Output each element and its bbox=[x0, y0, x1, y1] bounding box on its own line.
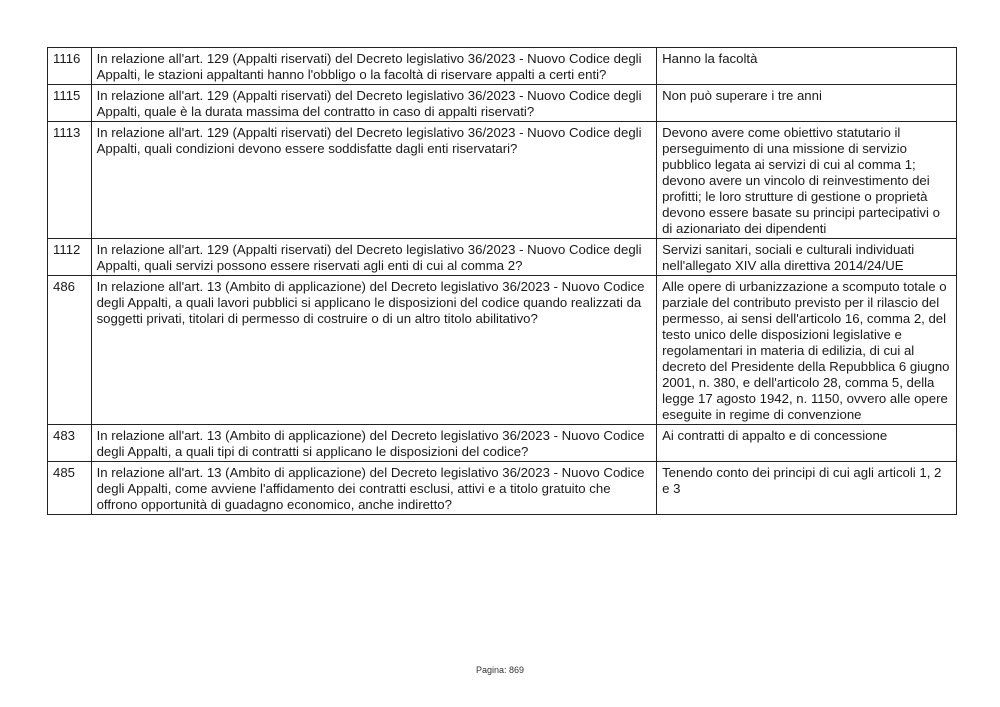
row-question: In relazione all'art. 129 (Appalti riservati) del Decreto legislativo 36/2023 - Nuovo Codice degli Appalti, quale è la durata massima del contratto in caso di appalti riservati? bbox=[91, 85, 657, 122]
row-answer: Hanno la facoltà bbox=[657, 48, 957, 85]
row-answer: Non può superare i tre anni bbox=[657, 85, 957, 122]
row-answer: Tenendo conto dei principi di cui agli articoli 1, 2 e 3 bbox=[657, 462, 957, 515]
row-question: In relazione all'art. 129 (Appalti riservati) del Decreto legislativo 36/2023 - Nuovo Codice degli Appalti, quali condizioni devono essere soddisfatte dagli enti riservatari? bbox=[91, 122, 657, 239]
table-row bbox=[48, 425, 957, 462]
table-row bbox=[48, 462, 957, 515]
row-id: 1115 bbox=[48, 85, 92, 122]
table-row bbox=[48, 239, 957, 276]
table-row bbox=[48, 48, 957, 85]
row-question: In relazione all'art. 13 (Ambito di applicazione) del Decreto legislativo 36/2023 - Nuovo Codice degli Appalti, a quali lavori pubblici si applicano le disposizioni del codice quando realizzati da soggetti privati, titolari di permesso di costruire o di un altro titolo abilitativo? bbox=[91, 276, 657, 425]
row-answer: Devono avere come obiettivo statutario il perseguimento di una missione di servizio pubblico legata ai servizi di cui al comma 1; devono avere un vincolo di reinvestimento dei profitti; le loro strutture di gestione o proprietà devono essere basate su principi partecipativi o di azionariato dei dipendenti bbox=[657, 122, 957, 239]
row-question: In relazione all'art. 13 (Ambito di applicazione) del Decreto legislativo 36/2023 - Nuovo Codice degli Appalti, a quali tipi di contratti si applicano le disposizioni del codice? bbox=[91, 425, 657, 462]
page-number: Pagina: 869 bbox=[475, 665, 525, 675]
row-question: In relazione all'art. 13 (Ambito di applicazione) del Decreto legislativo 36/2023 - Nuovo Codice degli Appalti, come avviene l'affidamento dei contratti esclusi, attivi e a titolo gratuito che offrono opportunità di guadagno economico, anche indiretto? bbox=[91, 462, 657, 515]
table-row bbox=[48, 122, 957, 239]
row-id: 1116 bbox=[48, 48, 92, 85]
table-row bbox=[48, 85, 957, 122]
row-id: 483 bbox=[48, 425, 92, 462]
row-answer: Ai contratti di appalto e di concessione bbox=[657, 425, 957, 462]
row-id: 486 bbox=[48, 276, 92, 425]
table-row bbox=[48, 276, 957, 425]
row-answer: Servizi sanitari, sociali e culturali individuati nell'allegato XIV alla direttiva 2014/24/UE bbox=[657, 239, 957, 276]
row-answer: Alle opere di urbanizzazione a scomputo totale o parziale del contributo previsto per il rilascio del permesso, ai sensi dell'articolo 16, comma 2, del testo unico delle disposizioni legislative e regolamentari in materia di edilizia, di cui al decreto del Presidente della Repubblica 6 giugno 2001, n. 380, e dell'articolo 28, comma 5, della legge 17 agosto 1942, n. 1150, ovvero alle opere eseguite in regime di convenzione bbox=[657, 276, 957, 425]
row-id: 1112 bbox=[48, 239, 92, 276]
row-id: 1113 bbox=[48, 122, 92, 239]
row-id: 485 bbox=[48, 462, 92, 515]
qa-table bbox=[47, 47, 957, 515]
row-question: In relazione all'art. 129 (Appalti riservati) del Decreto legislativo 36/2023 - Nuovo Codice degli Appalti, quali servizi possono essere riservati agli enti di cui al comma 2? bbox=[91, 239, 657, 276]
row-question: In relazione all'art. 129 (Appalti riservati) del Decreto legislativo 36/2023 - Nuovo Codice degli Appalti, le stazioni appaltanti hanno l'obbligo o la facoltà di riservare appalti a certi enti? bbox=[91, 48, 657, 85]
